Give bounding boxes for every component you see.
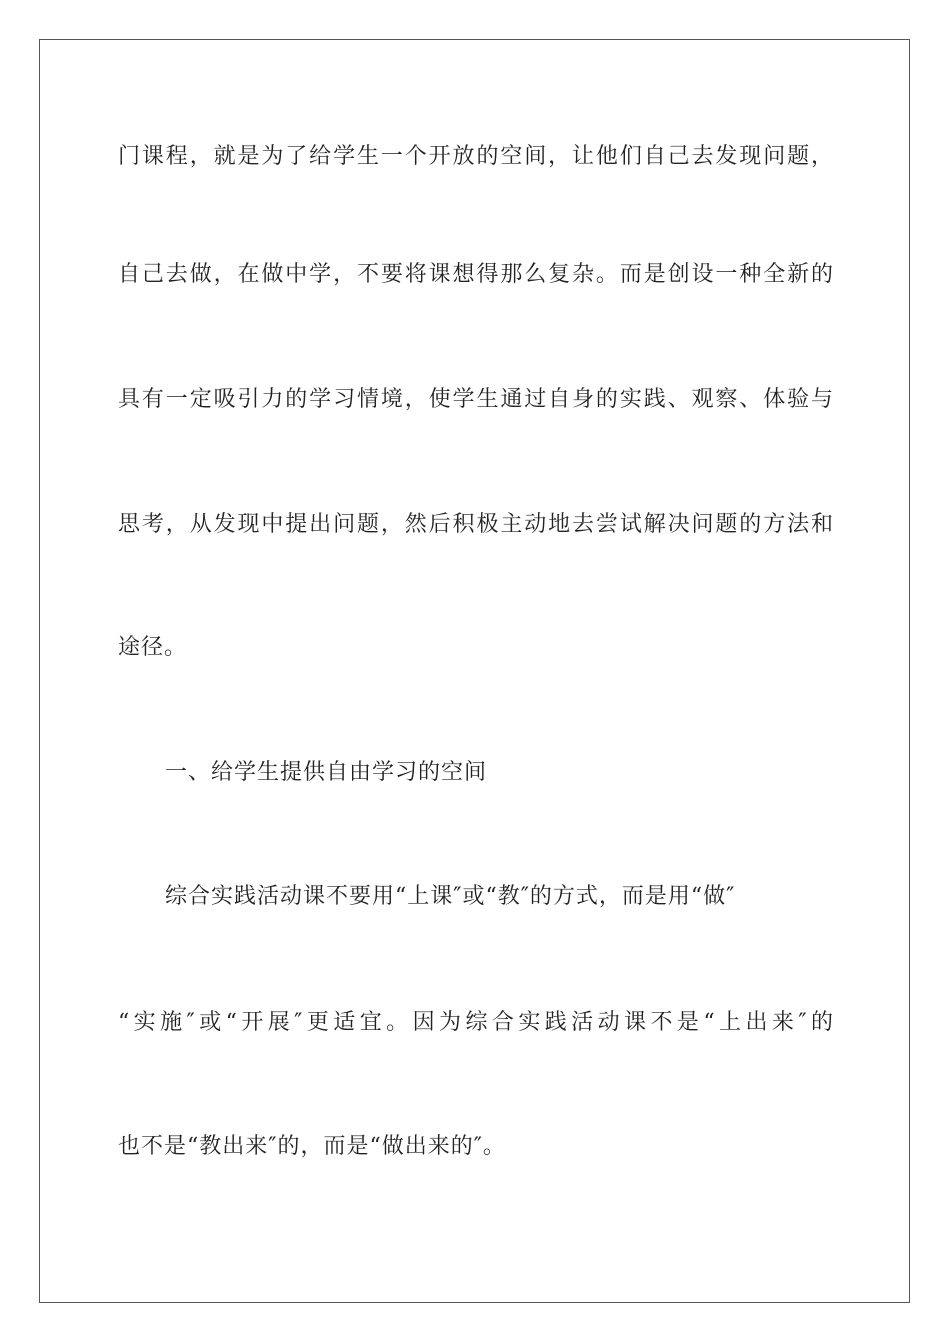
section-heading: 一、给学生提供自由学习的空间: [165, 760, 488, 785]
paragraph-line: 也不是“教出来″的，而是“做出来的″。: [118, 1134, 506, 1159]
paragraph-line: 途径。: [118, 635, 188, 660]
paragraph-line: 具有一定吸引力的学习情境，使学生通过自身的实践、观察、体验与: [118, 387, 834, 412]
paragraph-line: 门课程，就是为了给学生一个开放的空间，让他们自己去发现问题，: [118, 144, 834, 169]
paragraph-line: “实施″或“开展″更适宜。因为综合实践活动课不是“上出来″的: [118, 1010, 834, 1035]
paragraph-line: 自己去做，在做中学，不要将课想得那么复杂。而是创设一种全新的: [118, 262, 834, 287]
paragraph-line: 综合实践活动课不要用“上课″或“教″的方式，而是用“做″: [165, 884, 736, 909]
page-border: [39, 39, 910, 1303]
paragraph-line: 思考，从发现中提出问题，然后积极主动地去尝试解决问题的方法和: [118, 512, 834, 537]
